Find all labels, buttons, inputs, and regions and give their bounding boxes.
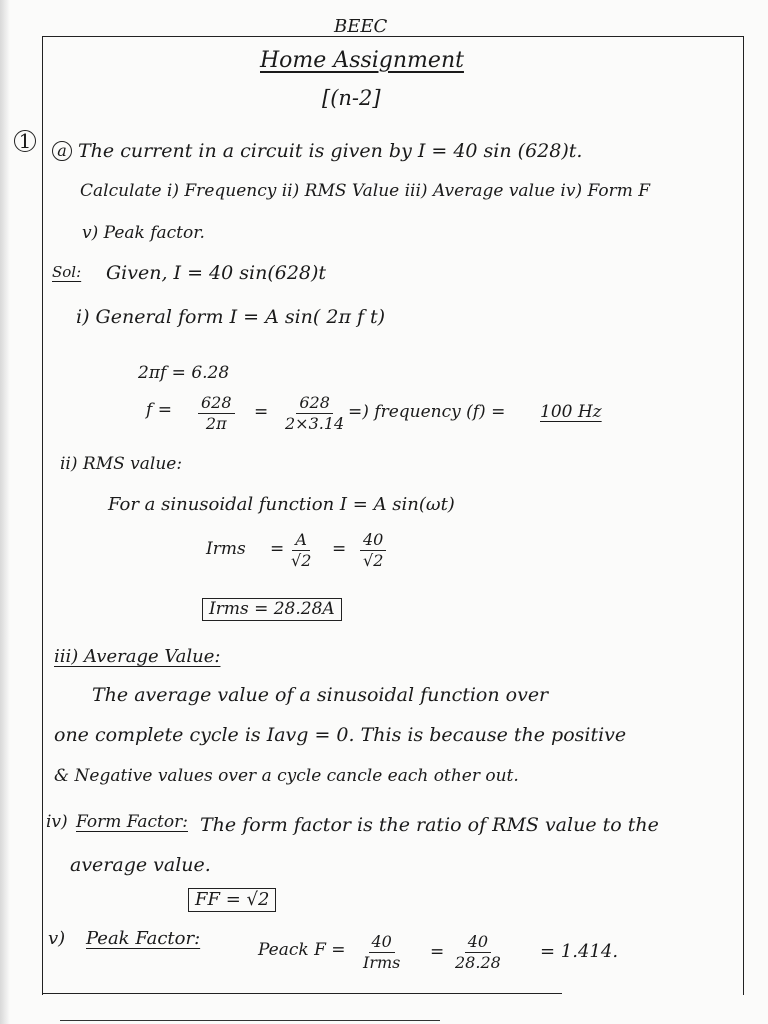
equals-sign: = bbox=[270, 539, 285, 559]
fraction-denominator: 2×3.14 bbox=[285, 414, 345, 433]
page-margin-frame bbox=[42, 36, 744, 995]
fraction-40-over-root2 bbox=[360, 530, 386, 571]
average-line-2: one complete cycle is Iavg = 0. This is because the positive bbox=[54, 724, 627, 746]
fraction-numerator: 628 bbox=[296, 393, 333, 414]
unit-label: [(n-2] bbox=[322, 86, 381, 110]
form-factor-prefix: iv) bbox=[46, 812, 68, 832]
given-statement: Given, I = 40 sin(628)t bbox=[106, 262, 327, 284]
fraction-628-over-2x314 bbox=[282, 393, 347, 434]
peak-factor-heading: Peak Factor: bbox=[86, 928, 201, 949]
fraction-numerator: 40 bbox=[360, 530, 386, 551]
page-title: Home Assignment bbox=[260, 48, 464, 73]
equals-sign: = bbox=[254, 402, 269, 422]
course-code: BEEC bbox=[334, 16, 388, 37]
sinusoidal-statement: For a sinusoidal function I = A sin(ωt) bbox=[108, 494, 455, 515]
fraction-numerator: A bbox=[292, 530, 310, 551]
footer-rule bbox=[60, 1020, 440, 1021]
fraction-numerator: 628 bbox=[198, 393, 235, 414]
fraction-denominator: √2 bbox=[363, 551, 384, 570]
frequency-result-value: 100 Hz bbox=[540, 402, 602, 422]
page-edge-shadow bbox=[0, 0, 10, 1024]
page-bottom-line bbox=[42, 993, 562, 994]
frequency-lhs: f = bbox=[146, 400, 172, 420]
peak-factor-lhs: Peack F = bbox=[258, 940, 346, 960]
angular-frequency-equation: 2πf = 6.28 bbox=[138, 363, 230, 383]
irms-result-box: Irms = 28.28A bbox=[202, 598, 342, 621]
question-line-3: v) Peak factor. bbox=[82, 223, 205, 243]
fraction-628-over-2pi bbox=[198, 393, 235, 434]
fraction-numerator: 40 bbox=[465, 932, 491, 953]
form-factor-line-2: average value. bbox=[70, 854, 211, 876]
fraction-a-over-root2 bbox=[288, 530, 314, 571]
fraction-denominator: 2π bbox=[205, 414, 227, 433]
fraction-numerator: 40 bbox=[369, 932, 395, 953]
fraction-denominator: 28.28 bbox=[455, 953, 501, 972]
fraction-40-over-2828 bbox=[452, 932, 504, 973]
form-factor-line-1: The form factor is the ratio of RMS value to the bbox=[200, 814, 659, 836]
fraction-40-over-irms bbox=[360, 932, 403, 973]
irms-lhs: Irms bbox=[206, 539, 246, 559]
form-factor-heading: Form Factor: bbox=[76, 812, 188, 832]
average-line-3: & Negative values over a cycle cancle each other out. bbox=[54, 766, 519, 786]
equals-sign: = bbox=[332, 539, 347, 559]
question-number: 1 bbox=[14, 130, 36, 152]
equals-sign: = bbox=[430, 942, 445, 962]
form-factor-result-box: FF = √2 bbox=[188, 888, 276, 912]
fraction-denominator: √2 bbox=[291, 551, 312, 570]
fraction-denominator: Irms bbox=[363, 953, 401, 972]
general-form-heading: i) General form I = A sin( 2π f t) bbox=[76, 306, 386, 328]
question-line-1: The current in a circuit is given by I = 40 sin (628)t. bbox=[78, 140, 583, 162]
question-line-2: Calculate i) Frequency ii) RMS Value iii) Average value iv) Form F bbox=[80, 181, 651, 201]
average-value-heading: iii) Average Value: bbox=[54, 646, 221, 667]
peak-factor-result: = 1.414. bbox=[540, 941, 619, 962]
rms-heading: ii) RMS value: bbox=[60, 454, 183, 474]
question-part: a bbox=[52, 141, 72, 161]
average-line-1: The average value of a sinusoidal function over bbox=[92, 684, 549, 706]
peak-factor-prefix: v) bbox=[48, 928, 66, 949]
solution-label: Sol: bbox=[52, 263, 82, 281]
frequency-result-prefix: =) frequency (f) = bbox=[348, 402, 506, 422]
